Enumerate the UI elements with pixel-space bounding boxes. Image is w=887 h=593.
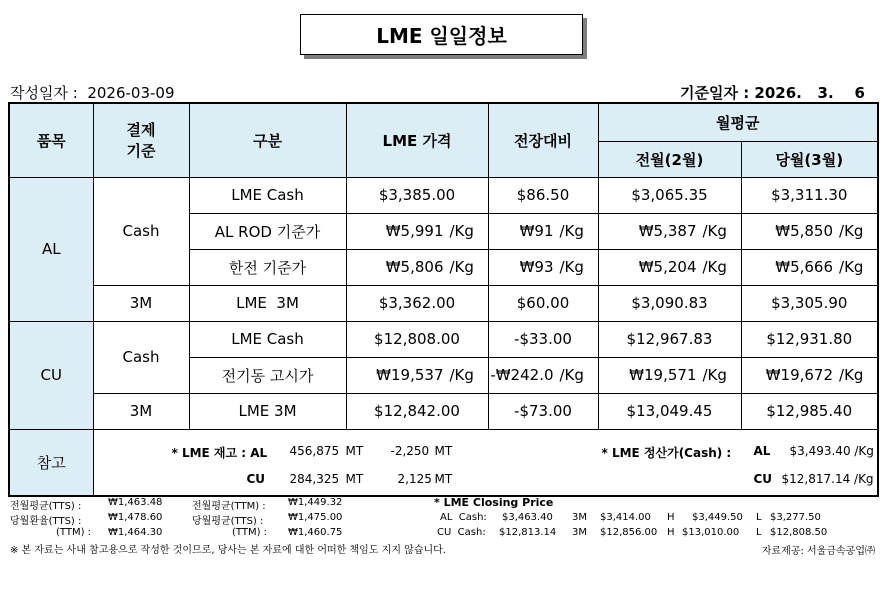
cu-row-3m	[9, 393, 878, 429]
al-cash-label: AL Cash:	[440, 512, 487, 523]
change: -₩242.0 /Kg	[488, 357, 598, 393]
curr-avg: $3,305.90	[741, 285, 878, 321]
prev-avg: $12,967.83	[598, 321, 741, 357]
cu-row-cash	[9, 321, 878, 357]
cu-cash-label: CU Cash:	[437, 527, 486, 538]
prev-avg: $3,065.35	[598, 177, 741, 213]
prev-tts: ₩1,463.48	[108, 497, 163, 508]
reference-date: 기준일자 : 2026. 3. 6	[680, 84, 865, 102]
closing-title: * LME Closing Price	[434, 496, 554, 509]
prev-avg: ₩19,571 /Kg	[598, 357, 741, 393]
cu-stock-label: CU	[246, 471, 266, 486]
header-prev-month: 전월(2월)	[598, 141, 741, 177]
report-title: LME 일일정보	[300, 14, 583, 55]
row-name: LME Cash	[189, 177, 346, 213]
header-settle: 결제 기준	[93, 103, 189, 177]
al-row-cash	[9, 177, 878, 213]
row-name: 한전 기준가	[189, 249, 346, 285]
lme-price: $12,842.00	[346, 393, 488, 429]
curr-tts: ₩1,478.60	[108, 512, 163, 523]
al-change-unit: MT	[434, 443, 453, 458]
al-h-label: H	[667, 512, 675, 523]
item-cu: CU	[9, 321, 93, 429]
cu-settle-cash: Cash	[93, 321, 189, 393]
curr-ttm-label: 당월평균(TTS) :	[192, 516, 264, 527]
lme-price: ₩19,537 /Kg	[346, 357, 488, 393]
lme-price: $12,808.00	[346, 321, 488, 357]
stock-title: * LME 재고 : AL	[171, 445, 268, 460]
ttm-label: (TTM) :	[56, 527, 92, 538]
prev-ttm-label: 전월평균(TTM) :	[192, 501, 266, 512]
al-cash: $3,463.40	[502, 512, 553, 523]
curr-avg: ₩19,672 /Kg	[741, 357, 878, 393]
settle-cu-label: CU	[753, 471, 773, 486]
ttm2: ₩1,460.75	[288, 527, 343, 538]
cu-settle-3m: 3M	[93, 393, 189, 429]
lme-price: ₩5,806 /Kg	[346, 249, 488, 285]
row-name: 전기동 고시가	[189, 357, 346, 393]
change: -$33.00	[488, 321, 598, 357]
cu-3m-label: 3M	[572, 527, 587, 538]
lme-price: $3,362.00	[346, 285, 488, 321]
prev-avg: $3,090.83	[598, 285, 741, 321]
curr-avg: ₩5,666 /Kg	[741, 249, 878, 285]
cu-3m: $12,856.00	[600, 527, 658, 538]
al-l: $3,277.50	[770, 512, 821, 523]
row-name: LME 3M	[189, 285, 346, 321]
al-stock: 456,875	[289, 443, 340, 458]
header-change: 전장대비	[488, 103, 598, 177]
al-stock-change: -2,250	[390, 443, 430, 458]
row-name: LME 3M	[189, 393, 346, 429]
cu-l-label: L	[756, 527, 762, 538]
cu-stock-change: 2,125	[397, 471, 432, 486]
data-source: 자료제공: 서울금속공업㈜	[761, 546, 875, 557]
al-settle-cash: Cash	[93, 177, 189, 285]
header-category: 구분	[189, 103, 346, 177]
disclaimer: ※ 본 자료는 사내 참고용으로 작성한 것이므로, 당사는 본 자료에 대한 어떠한 책임도 지지 않습니다.	[10, 545, 446, 556]
al-3m-label: 3M	[572, 512, 587, 523]
lme-price: $3,385.00	[346, 177, 488, 213]
settle-title: * LME 정산가(Cash) :	[601, 445, 732, 460]
row-name: AL ROD 기준가	[189, 213, 346, 249]
cu-stock-unit: MT	[345, 471, 364, 486]
cu-stock: 284,325	[289, 471, 340, 486]
item-al: AL	[9, 177, 93, 321]
lme-price-table	[8, 102, 879, 497]
change: $60.00	[488, 285, 598, 321]
lme-price: ₩5,991 /Kg	[346, 213, 488, 249]
change: -$73.00	[488, 393, 598, 429]
curr-ttm: ₩1,475.00	[288, 512, 343, 523]
settle-al-label: AL	[753, 443, 771, 458]
header-item: 품목	[9, 103, 93, 177]
settle-cu: $12,817.14 /Kg	[781, 471, 874, 486]
change: $86.50	[488, 177, 598, 213]
cu-cash: $12,813.14	[499, 527, 557, 538]
al-h: $3,449.50	[692, 512, 743, 523]
settle-al: $3,493.40 /Kg	[789, 443, 874, 458]
reference-row	[9, 429, 878, 496]
prev-ttm: ₩1,449.32	[288, 497, 343, 508]
prev-avg: ₩5,387 /Kg	[598, 213, 741, 249]
cu-h: $13,010.00	[682, 527, 740, 538]
row-name: LME Cash	[189, 321, 346, 357]
curr-avg: $3,311.30	[741, 177, 878, 213]
al-row-3m	[9, 285, 878, 321]
reference-label: 참고	[9, 429, 93, 496]
al-3m: $3,414.00	[600, 512, 651, 523]
al-l-label: L	[756, 512, 762, 523]
al-stock-unit: MT	[345, 443, 364, 458]
reference-content	[93, 429, 878, 496]
curr-avg: $12,931.80	[741, 321, 878, 357]
prev-tts-label: 전월평균(TTS) :	[10, 501, 82, 512]
prev-avg: $13,049.45	[598, 393, 741, 429]
written-date: 작성일자 : 2026-03-09	[10, 84, 175, 102]
header-this-month: 당월(3월)	[741, 141, 878, 177]
curr-tts-label: 당월환율(TTS) :	[10, 516, 82, 527]
change: ₩93 /Kg	[488, 249, 598, 285]
cu-change-unit: MT	[434, 471, 453, 486]
curr-avg: $12,985.40	[741, 393, 878, 429]
change: ₩91 /Kg	[488, 213, 598, 249]
cu-h-label: H	[667, 527, 675, 538]
header-lme-price: LME 가격	[346, 103, 488, 177]
curr-avg: ₩5,850 /Kg	[741, 213, 878, 249]
cu-l: $12,808.50	[770, 527, 828, 538]
ttm2-label: (TTM) :	[232, 527, 268, 538]
al-settle-3m: 3M	[93, 285, 189, 321]
header-monthly-avg: 월평균	[598, 103, 878, 141]
prev-avg: ₩5,204 /Kg	[598, 249, 741, 285]
ttm: ₩1,464.30	[108, 527, 163, 538]
